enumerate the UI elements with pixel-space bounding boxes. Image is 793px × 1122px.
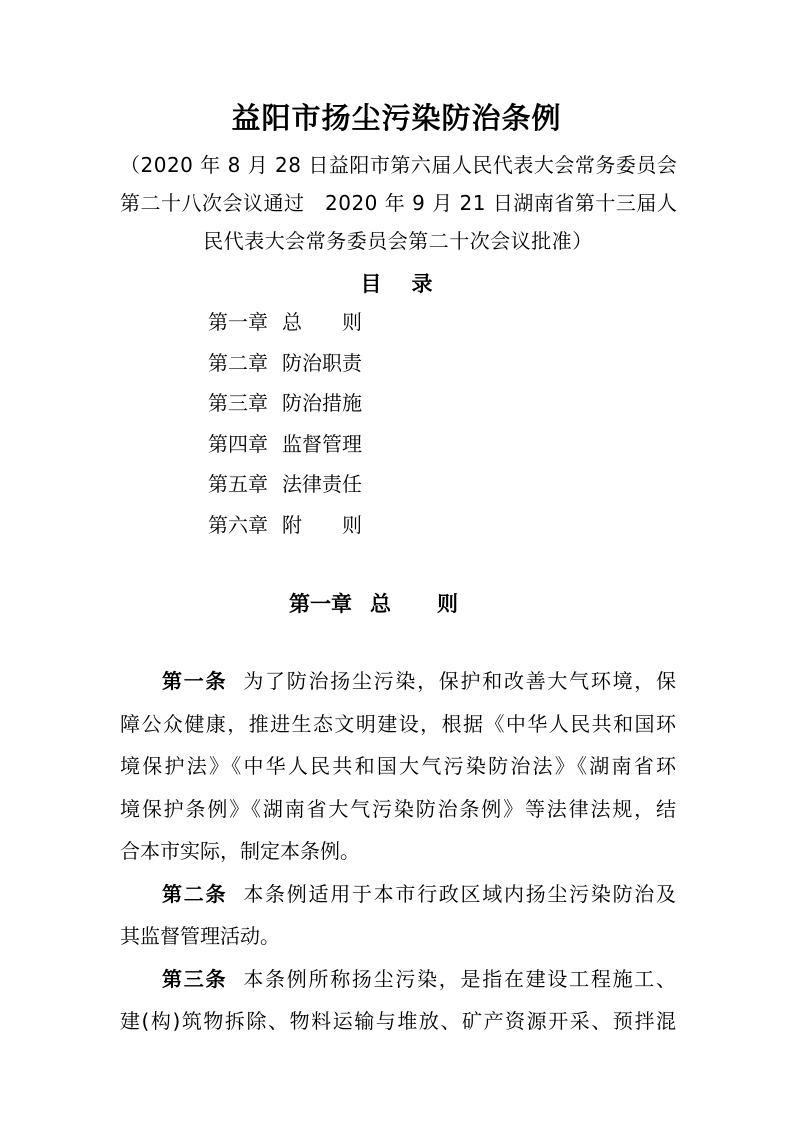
toc-chapter-name: 防治职责 <box>282 350 362 375</box>
toc-item[interactable] <box>208 428 402 469</box>
chapter-number: 第一章 <box>289 592 352 616</box>
article-line: 建(构)筑物拆除、物料运输与堆放、矿产资源开采、预拌混 <box>120 1009 676 1033</box>
toc-chapter-name: 附则 <box>282 512 402 537</box>
article-line: 其监督管理活动。 <box>120 924 280 948</box>
subtitle-line: （2020 年 8 月 28 日益阳市第六届人民代表大会常务委员会 <box>120 153 678 177</box>
table-of-contents <box>208 306 402 549</box>
article-line: 第三条 本条例所称扬尘污染，是指在建设工程施工、 <box>162 966 677 991</box>
article-line: 第二条 本条例适用于本市行政区域内扬尘污染防治及 <box>162 881 677 906</box>
article-line: 境保护条例》《湖南省大气污染防治条例》等法律法规，结 <box>120 796 676 821</box>
document-body <box>120 660 676 1043</box>
chapter-heading <box>0 588 793 618</box>
toc-item[interactable] <box>208 306 402 347</box>
article-label: 第一条 <box>162 669 228 693</box>
toc-chapter-name: 法律责任 <box>282 472 362 496</box>
toc-chapter-name: 防治措施 <box>282 391 362 415</box>
article-label: 第二条 <box>162 881 228 906</box>
toc-chapter-number: 第三章 <box>208 391 268 415</box>
document-subtitle <box>120 146 676 260</box>
chapter-name: 总则 <box>370 592 504 616</box>
toc-chapter-number: 第一章 <box>208 310 268 334</box>
toc-chapter-number: 第二章 <box>208 350 268 375</box>
article-line: 第一条 为了防治扬尘污染，保护和改善大气环境，保 <box>162 669 677 693</box>
article-line: 障公众健康，推进生态文明建设，根据《中华人民共和国环 <box>120 711 676 736</box>
toc-item[interactable] <box>208 509 402 550</box>
toc-heading: 目录 <box>360 272 463 296</box>
toc-chapter-name: 总则 <box>282 310 402 334</box>
toc-item[interactable] <box>208 387 402 428</box>
subtitle-line: 第二十八次会议通过 2020 年 9 月 21 日湖南省第十三届人 <box>120 191 678 215</box>
toc-chapter-number: 第六章 <box>208 512 268 537</box>
toc-chapter-name: 监督管理 <box>282 431 362 456</box>
toc-chapter-number: 第四章 <box>208 431 268 456</box>
toc-chapter-number: 第五章 <box>208 472 268 496</box>
article-line: 合本市实际，制定本条例。 <box>120 839 360 863</box>
article-label: 第三条 <box>162 966 228 991</box>
document-title: 益阳市扬尘污染防治条例 <box>231 101 562 135</box>
article-line: 境保护法》《中华人民共和国大气污染防治法》《湖南省环 <box>120 754 676 778</box>
toc-item[interactable] <box>208 347 402 388</box>
toc-item[interactable] <box>208 468 402 509</box>
subtitle-line: 民代表大会常务委员会第二十次会议批准） <box>203 229 593 253</box>
